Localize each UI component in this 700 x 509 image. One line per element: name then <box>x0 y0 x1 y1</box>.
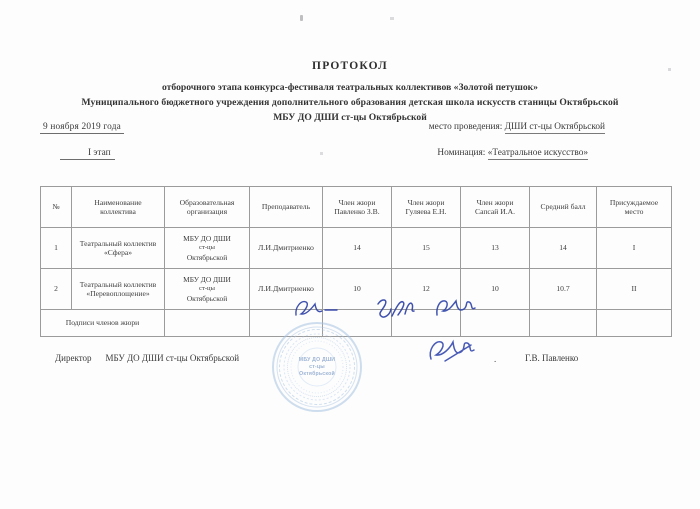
cell-average-score: 14 <box>530 228 597 269</box>
venue-label: место проведения: <box>428 122 503 132</box>
header-line-2: место <box>624 207 644 216</box>
director-signature-dot: . <box>494 354 497 364</box>
director-name: Г.В. Павленко <box>525 353 579 363</box>
header-line-2: коллектива <box>100 207 136 216</box>
nomination-value: «Театральное искусство» <box>487 148 588 158</box>
cell-jury-3-score: 10 <box>461 269 530 310</box>
header-line-1: Присуждаемое <box>609 197 659 207</box>
document-date: 9 ноября 2019 года <box>40 122 124 134</box>
column-header-teacher <box>250 187 323 228</box>
table-row <box>41 228 672 269</box>
jury-signature-row <box>41 310 672 337</box>
jury-signature-label: Подписи членов жюри <box>41 310 165 337</box>
cell-awarded-place: I <box>597 228 672 269</box>
column-header-jury-1 <box>323 187 392 228</box>
header-line-2: Павленко З.В. <box>334 207 380 216</box>
signature-slot-jury-1 <box>323 310 392 337</box>
page-title: ПРОТОКОЛ <box>312 60 388 72</box>
column-header-jury-2 <box>392 187 461 228</box>
scan-artifact-speck-2 <box>390 17 394 20</box>
org-line-3: Октябрьской <box>186 293 228 303</box>
cell-jury-1-score: 10 <box>323 269 392 310</box>
org-line-1: МБУ ДО ДШИ <box>183 233 231 243</box>
cell-teacher: Л.И.Дмитриенко <box>250 269 323 310</box>
scan-artifact-speck <box>300 15 303 21</box>
header-line-1: Наименование <box>94 197 142 207</box>
column-header-jury-3 <box>461 187 530 228</box>
cell-organization <box>165 228 250 269</box>
seal-line-2: ст-цы <box>309 363 325 370</box>
venue-value: ДШИ ст-цы Октябрьской <box>504 122 605 132</box>
subtitle-line-3: МБУ ДО ДШИ ст-цы Октябрьской <box>273 112 427 123</box>
column-header-organization <box>165 187 250 228</box>
header-line-1: Средний балл <box>540 202 586 212</box>
table-row <box>41 269 672 310</box>
header-line-1: № <box>52 202 60 212</box>
nomination-field <box>437 148 588 158</box>
table-header-row <box>41 187 672 228</box>
org-line-2: ст-цы <box>199 285 215 293</box>
header-line-2: Гуляева Е.Н. <box>405 207 447 216</box>
nomination-label: Номинация: <box>437 148 486 158</box>
document-header <box>0 60 700 125</box>
director-label: Директор <box>55 353 92 363</box>
cell-number: 1 <box>41 228 72 269</box>
column-header-number <box>41 187 72 228</box>
header-line-2: Сапсай И.А. <box>475 207 515 216</box>
header-line-1: Член жюри <box>407 197 445 207</box>
column-header-name <box>72 187 165 228</box>
subtitle-line-2: Муниципального бюджетного учреждения дополнительного образования детская школа искусств станицы Октябрьской <box>81 97 619 108</box>
header-line-2: организация <box>186 207 228 216</box>
cell-number: 2 <box>41 269 72 310</box>
cell-jury-3-score: 13 <box>461 228 530 269</box>
signature-slot-teacher <box>250 310 323 337</box>
header-line-1: Член жюри <box>476 197 514 207</box>
org-line-2: ст-цы <box>199 244 215 252</box>
org-line-3: Октябрьской <box>186 252 228 262</box>
header-line-1: Преподаватель <box>261 202 311 212</box>
signature-slot-place <box>597 310 672 337</box>
cell-jury-2-score: 12 <box>392 269 461 310</box>
director-organization: МБУ ДО ДШИ ст-цы Октябрьской <box>105 353 240 363</box>
cell-collective-name: Театральный коллектив «Перевоплощение» <box>72 269 165 310</box>
cell-organization <box>165 269 250 310</box>
meta-row-stage-nomination <box>40 148 660 160</box>
cell-jury-2-score: 15 <box>392 228 461 269</box>
signature-slot-jury-2 <box>392 310 461 337</box>
org-line-1: МБУ ДО ДШИ <box>183 274 231 284</box>
cell-average-score: 10.7 <box>530 269 597 310</box>
table-body <box>41 228 672 337</box>
seal-line-1: МБУ ДО ДШИ <box>298 356 336 363</box>
signature-slot-average <box>530 310 597 337</box>
header-line-1: Член жюри <box>338 197 376 207</box>
meta-row-date-venue <box>40 122 660 134</box>
cell-teacher: Л.И.Дмитриенко <box>250 228 323 269</box>
column-header-average <box>530 187 597 228</box>
table-header <box>41 187 672 228</box>
stage-value: I этап <box>60 148 115 160</box>
subtitle-line-1: отборочного этапа конкурса-фестиваля театральных коллективов «Золотой петушок» <box>162 82 538 93</box>
cell-awarded-place: II <box>597 269 672 310</box>
document-meta <box>0 122 700 172</box>
signature-slot-org <box>165 310 250 337</box>
signature-slot-jury-3 <box>461 310 530 337</box>
column-header-place <box>597 187 672 228</box>
venue-field <box>429 122 605 132</box>
cell-jury-1-score: 14 <box>323 228 392 269</box>
protocol-table <box>40 186 672 337</box>
seal-line-3: Октябрьской <box>299 370 335 377</box>
document-subtitle <box>30 80 670 125</box>
cell-collective-name: Театральный коллектив «Сфера» <box>72 228 165 269</box>
header-line-1: Образовательная <box>179 197 235 207</box>
